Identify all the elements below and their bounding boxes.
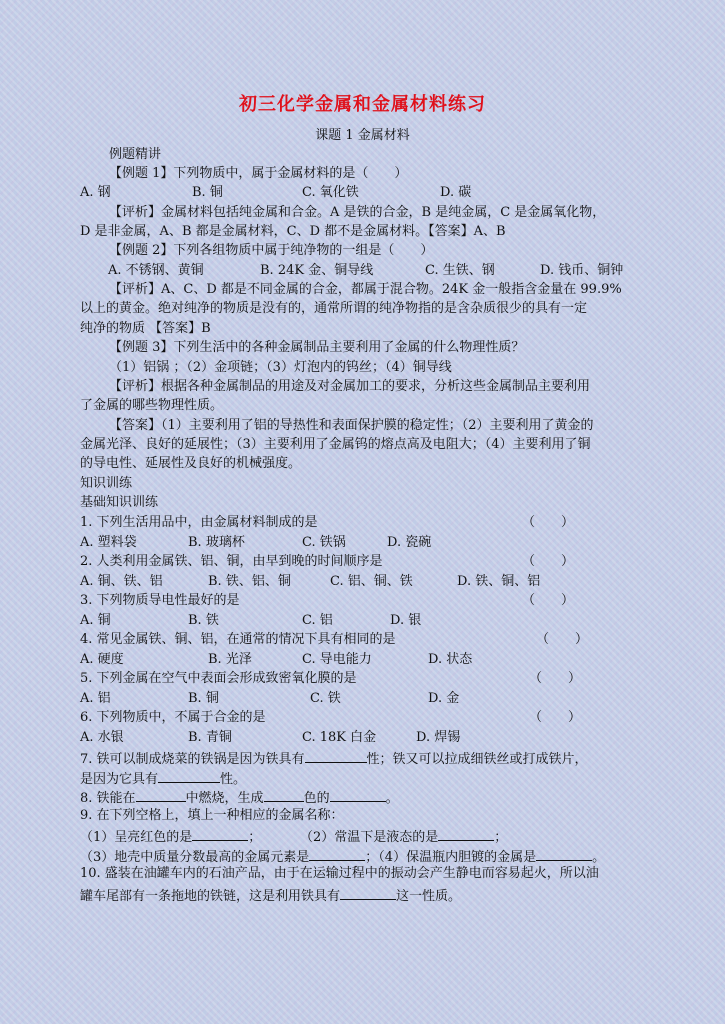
example-1-option-b: B. 铜 [192,185,223,200]
question-4-option-c: C. 导电能力 [302,652,372,667]
example-2-question: 【例题 2】下列各组物质中属于纯净物的一组是（ ） [109,243,434,258]
question-7-blank-2[interactable] [158,768,220,783]
example-2-analysis: 【评析】A、C、D 都是不同金属的合金，都属于混合物。24K 金一般指含金量在 99.9% [109,282,622,297]
example-2-option-b: B. 24K 金、铜导线 [260,263,374,278]
question-2-option-b: B. 铁、铝、铜 [208,574,291,589]
question-8-blank-3[interactable] [330,787,386,802]
question-3-option-a: A. 铜 [80,613,111,628]
example-1-option-a: A. 钢 [80,185,111,200]
example-3-answer-cont: 金属光泽、良好的延展性；（3）主要利用了金属钨的熔点高及电阻大；（4）主要利用了铜 [80,437,591,452]
question-9-item-2: （2）常温下是液态的是 [300,830,439,845]
question-10-blank[interactable] [340,885,396,900]
example-3-answer: 【答案】（1）主要利用了铝的导热性和表面保护膜的稳定性；（2）主要利用了黄金的 [109,418,594,433]
question-2-answer-slot[interactable]: （ ） [522,554,575,569]
question-8 [80,787,399,808]
example-2-option-d: D. 钱币、铜钟 [540,263,624,278]
question-6-option-d: D. 焊锡 [416,730,461,745]
question-9: 9. 在下列空格上，填上一种相应的金属名称： [80,808,344,823]
question-7 [80,748,588,769]
question-4-option-b: B. 光泽 [208,652,252,667]
question-4: 4. 常见金属铁、铜、铝，在通常的情况下具有相同的是 [80,632,396,647]
question-10-text-c: 这一性质。 [396,889,462,904]
question-10-cont [80,885,461,906]
question-9-blank-1[interactable] [192,826,248,841]
question-1-option-c: C. 铁锅 [302,535,346,550]
question-4-option-d: D. 状态 [428,652,473,667]
question-6-option-c: C. 18K 白金 [302,730,377,745]
question-3-option-b: B. 铁 [188,613,219,628]
question-10-text-b: 罐车尾部有一条拖地的铁链，这是利用铁具有 [80,889,341,904]
question-5-option-d: D. 金 [428,691,460,706]
question-9-sep-2: ； [494,830,508,845]
question-6-answer-slot[interactable]: （ ） [529,710,582,725]
question-5-answer-slot[interactable]: （ ） [529,671,582,686]
question-9-end: 。 [592,850,606,865]
section-examples: 例题精讲 [109,147,162,162]
question-3: 3. 下列物质导电性最好的是 [80,593,240,608]
question-7-text-b: 性；铁又可以拉成细铁丝或打成铁片， [366,752,588,767]
question-5-option-b: B. 铜 [188,691,219,706]
question-8-text-d: 。 [385,791,399,806]
example-2-answer: 纯净的物质 【答案】B [80,321,211,336]
question-3-option-d: D. 银 [390,613,422,628]
question-9-blank-2[interactable] [438,826,494,841]
example-1-analysis: 【评析】金属材料包括纯金属和合金。A 是铁的合金，B 是纯金属，C 是金属氧化物， [109,205,606,220]
question-5-option-c: C. 铁 [310,691,341,706]
question-4-answer-slot[interactable]: （ ） [536,632,589,647]
question-7-text-c: 是因为它具有 [80,772,159,787]
question-6-option-a: A. 水银 [80,730,124,745]
question-8-text-c: 色的 [303,791,330,806]
question-7-text-a: 7. 铁可以制成烧菜的铁锅是因为铁具有 [80,752,305,767]
question-10: 10. 盛装在油罐车内的石油产品，由于在运输过程中的振动会产生静电而容易起火，所以油 [80,866,599,881]
question-1-option-a: A. 塑料袋 [80,535,137,550]
question-9-row-1b [300,826,507,847]
question-9-sep-1: ； [248,830,262,845]
example-3-question: 【例题 3】下列生活中的各种金属制品主要利用了金属的什么物理性质？ [109,340,525,355]
question-9-row-2 [80,846,605,867]
question-9-blank-4[interactable] [536,846,592,861]
question-9-row-1 [80,826,261,847]
question-5: 5. 下列金属在空气中表面会形成致密氧化膜的是 [80,671,357,686]
question-6-option-b: B. 青铜 [188,730,232,745]
question-1-option-d: D. 瓷碗 [387,535,432,550]
question-6: 6. 下列物质中，不属于合金的是 [80,710,266,725]
section-training: 知识训练 [80,476,133,491]
question-1-answer-slot[interactable]: （ ） [522,515,575,530]
example-2-option-a: A. 不锈钢、黄铜 [108,263,204,278]
question-3-option-c: C. 铝 [302,613,333,628]
question-1-option-b: B. 玻璃杯 [188,535,245,550]
example-3-items: （1）铝锅 ；（2）金项链；（3）灯泡内的钨丝；（4）铜导线 [109,360,452,375]
page-subtitle: 课题 1 金属材料 [315,128,410,143]
example-2-option-c: C. 生铁、钢 [425,263,495,278]
question-9-item-4: （4）保温瓶内胆镀的金属是 [378,850,537,865]
question-8-blank-1[interactable] [136,787,186,802]
question-9-blank-3[interactable] [309,846,365,861]
question-7-cont [80,768,246,789]
question-8-text-a: 8. 铁能在 [80,791,136,806]
example-1-question: 【例题 1】下列物质中，属于金属材料的是（ ） [109,166,408,181]
question-5-option-a: A. 铝 [80,691,111,706]
question-7-text-d: 性。 [220,772,247,787]
question-2-option-a: A. 铜、铁、铝 [80,574,163,589]
example-1-option-d: D. 碳 [440,185,472,200]
question-3-answer-slot[interactable]: （ ） [522,593,575,608]
question-9-item-3: （3）地壳中质量分数最高的金属元素是 [80,850,310,865]
page-title: 初三化学金属和金属材料练习 [239,94,486,115]
question-8-text-b: 中燃烧，生成 [185,791,264,806]
example-3-analysis: 【评析】根据各种金属制品的用途及对金属加工的要求，分析这些金属制品主要利用 [109,379,591,394]
example-1-answer: D 是非金属，A、B 都是金属材料，C、D 都不是金属材料。【答案】A、B [80,224,506,239]
example-3-answer-end: 的导电性、延展性及良好的机械强度。 [80,456,302,471]
question-2-option-d: D. 铁、铜、铝 [457,574,541,589]
example-2-analysis-cont: 以上的黄金。绝对纯净的物质是没有的，通常所谓的纯净物指的是含杂质很少的具有一定 [80,301,588,316]
question-2: 2. 人类利用金属铁、铝、铜，由早到晚的时间顺序是 [80,554,383,569]
question-7-blank-1[interactable] [305,748,367,763]
section-basic: 基础知识训练 [80,495,159,510]
question-9-item-1: （1）呈亮红色的是 [80,830,193,845]
example-3-analysis-cont: 了金属的哪些物理性质。 [80,398,224,413]
example-1-option-c: C. 氧化铁 [302,185,359,200]
question-4-option-a: A. 硬度 [80,652,124,667]
question-9-sep-3: ； [365,850,379,865]
question-2-option-c: C. 铝、铜、铁 [330,574,413,589]
question-8-blank-2[interactable] [264,787,304,802]
question-1: 1. 下列生活用品中，由金属材料制成的是 [80,515,318,530]
